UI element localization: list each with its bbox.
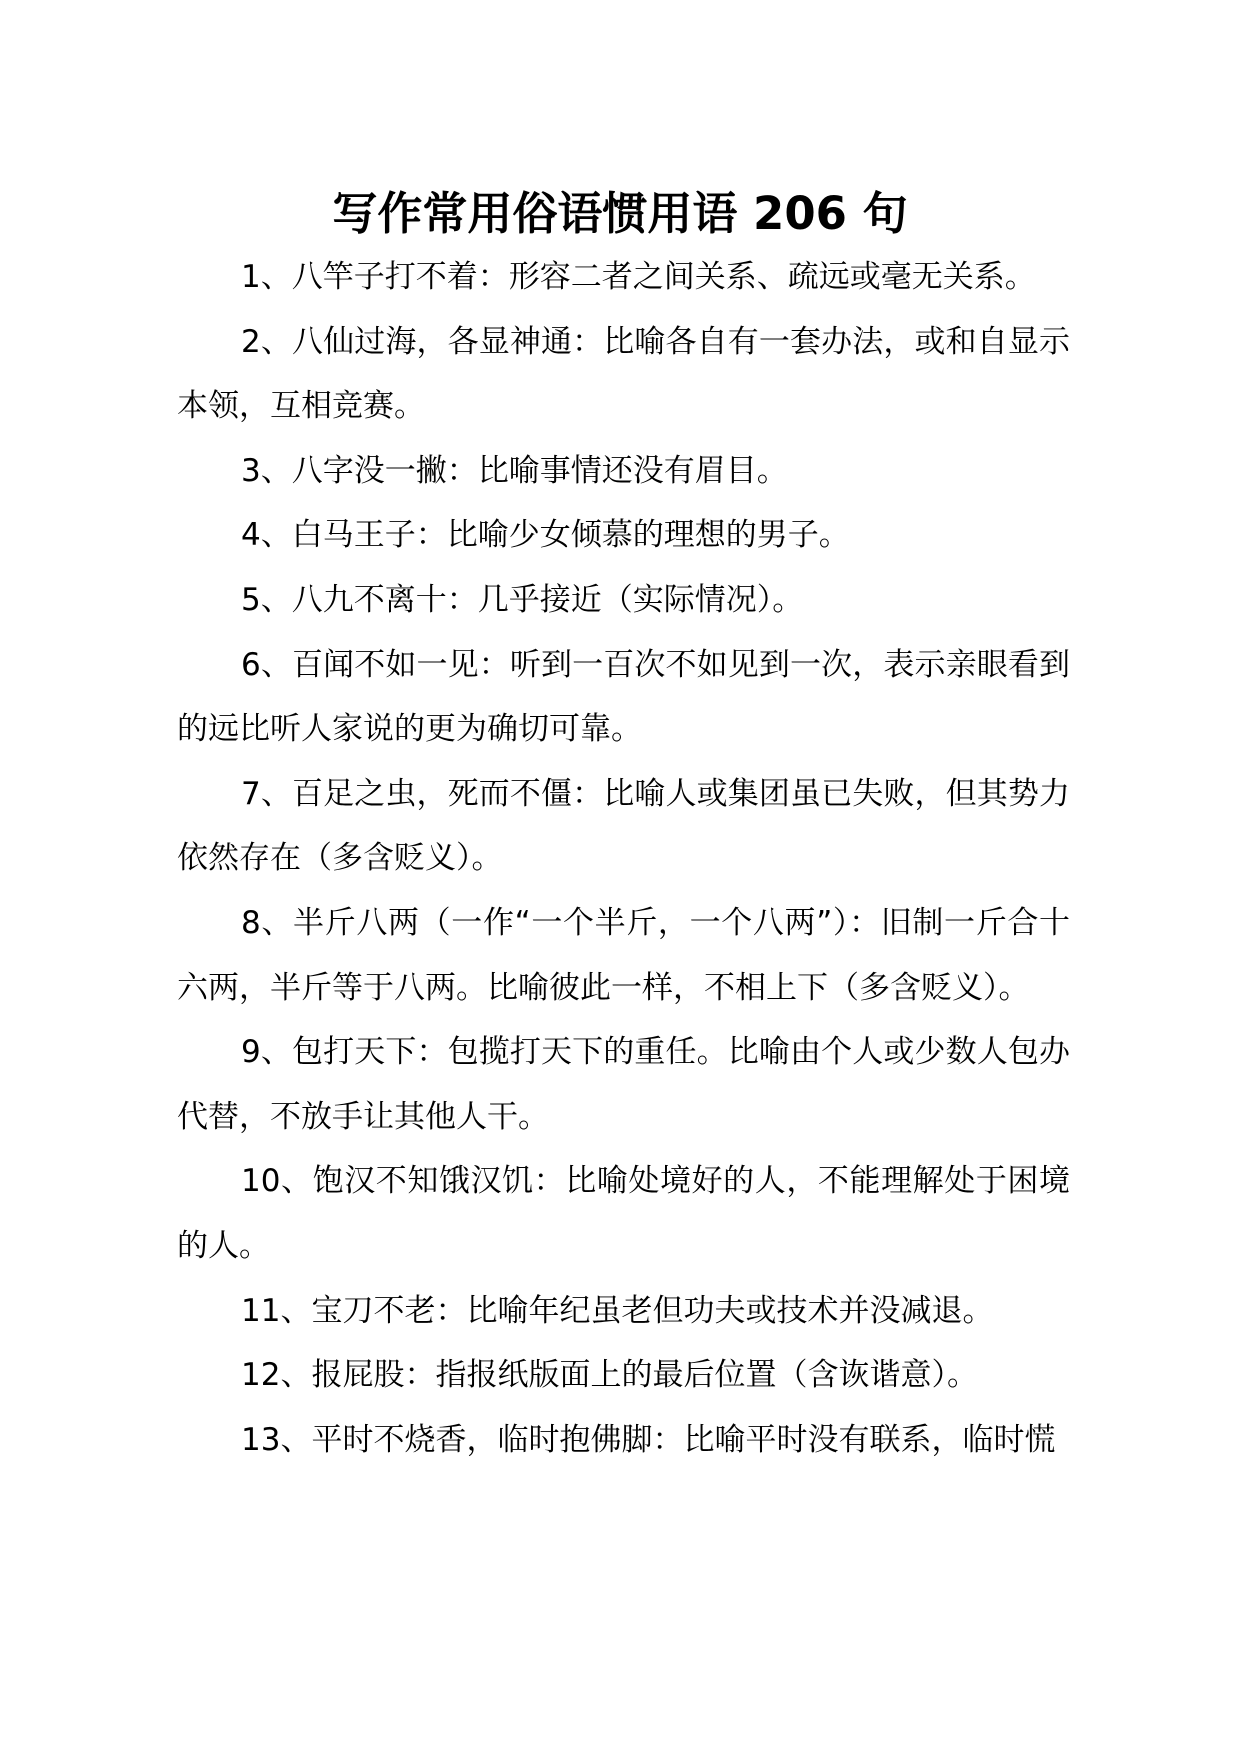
paragraph-9: 9、包打天下：包揽打天下的重任。比喻由个人或少数人包办代替，不放手让其他人干。 — [177, 1034, 1070, 1135]
paragraph-6: 6、百闻不如一见：听到一百次不如见到一次，表示亲眼看到的远比听人家说的更为确切可靠。 — [177, 646, 1070, 748]
paragraph-4: 4、白马王子：比喻少女倾慕的理想的男子。 — [241, 517, 850, 554]
paragraph-2: 2、八仙过海，各显神通：比喻各自有一套办法，或和自显示本领，互相竞赛。 — [177, 323, 1070, 425]
paragraph-3: 3、八字没一撇：比喻事情还没有眉目。 — [241, 452, 788, 489]
paragraph-10: 10、饱汉不知饿汉饥：比喻处境好的人，不能理解处于困境的人。 — [177, 1163, 1070, 1264]
paragraph-5: 5、八九不离十：几乎接近（实际情况）。 — [241, 581, 804, 618]
paragraph-8: 8、半斤八两（一作“一个半斤，一个八两”）：旧制一斤合十六两，半斤等于八两。比喻彼此一样，不相上下（多含贬义）。 — [177, 904, 1070, 1006]
document-body — [177, 245, 1070, 1472]
paragraph-7: 7、百足之虫，死而不僵：比喻人或集团虽已失败，但其势力依然存在（多含贬义）。 — [177, 775, 1070, 877]
paragraph-1: 1、八竿子打不着：形容二者之间关系、疏远或毫无关系。 — [241, 259, 1036, 295]
document-title: 写作常用俗语惯用语 206 句 — [332, 187, 908, 240]
paragraph-13: 13、平时不烧香，临时抱佛脚：比喻平时没有联系，临时慌 — [241, 1421, 1056, 1458]
paragraph-11: 11、宝刀不老：比喻年纪虽老但功夫或技术并没减退。 — [241, 1292, 994, 1329]
paragraph-12: 12、报屁股：指报纸版面上的最后位置（含诙谐意）。 — [241, 1357, 978, 1394]
